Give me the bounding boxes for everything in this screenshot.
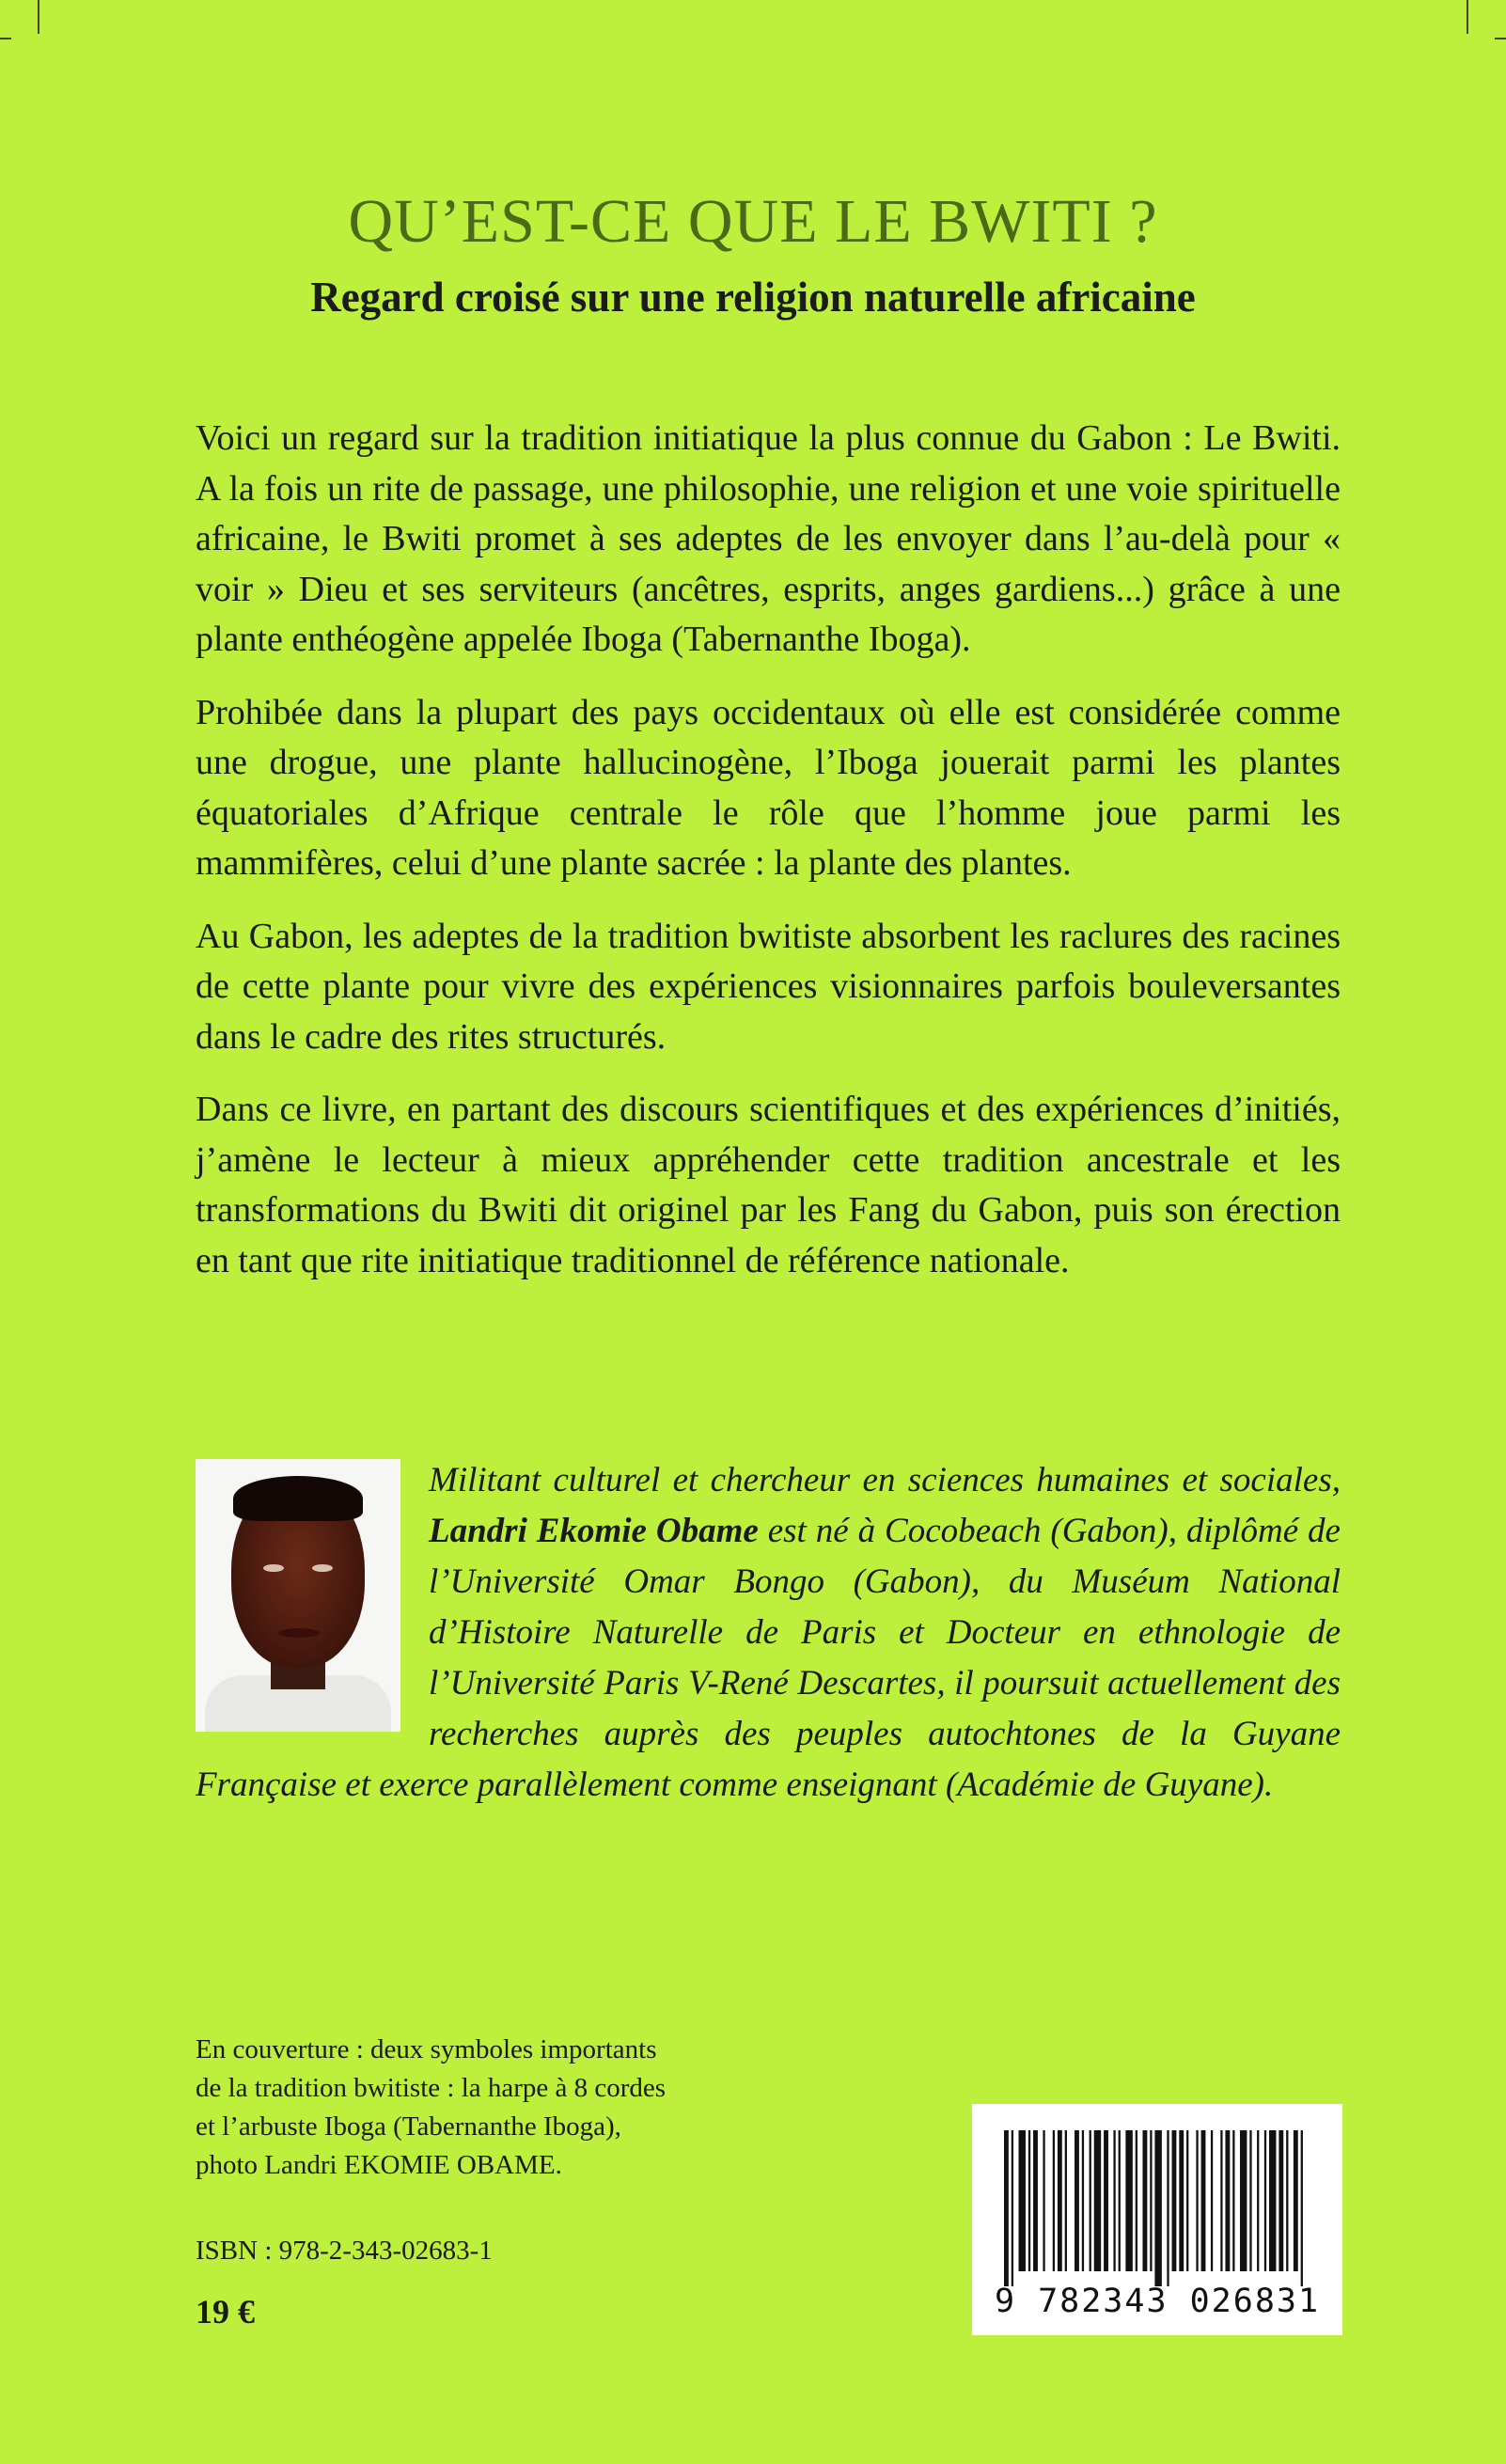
barcode-bar <box>1142 2130 1147 2271</box>
crop-mark-right <box>1495 38 1506 39</box>
barcode-bar <box>1201 2130 1206 2271</box>
barcode-bar <box>1028 2130 1030 2271</box>
barcode-bars <box>1004 2130 1310 2286</box>
crop-mark-top-left <box>38 0 39 34</box>
blurb-paragraph: Au Gabon, les adeptes de la tradition bwitiste absorbent les raclures des racines de cette plante pour vivre des expériences visionnaires parfois bouleversantes dans le cadre des rites structurés. <box>196 916 1341 1057</box>
barcode-bar <box>1090 2130 1091 2271</box>
blurb-paragraph: Prohibée dans la plupart des pays occidentaux où elle est considérée comme une drogue, une plante hallucinogène, l’Iboga jouerait parmi les plantes équatoriales d’Afrique centrale le rôle que l’homme joue parmi les mammifères, celui d’une plante sacrée : la plante des plantes. <box>196 692 1341 883</box>
barcode-bar <box>1225 2130 1230 2271</box>
barcode-bar <box>1154 2130 1161 2286</box>
barcode-bar <box>1075 2130 1079 2271</box>
blurb-paragraph: Dans ce livre, en partant des discours scientifiques et des expériences d’initiés, j’amène le lecteur à mieux appréhender cette tradition ancestrale et les transformations du Bwiti dit originel par les Fang du Gabon, puis son érection en tant que rite initiatique traditionnel de référence nationale. <box>196 1090 1341 1280</box>
barcode-bar <box>1012 2130 1013 2286</box>
barcode-bar <box>1019 2130 1026 2271</box>
book-subtitle: Regard croisé sur une religion naturelle africaine <box>310 274 1196 321</box>
barcode-bar <box>1082 2130 1084 2271</box>
barcode <box>972 2104 1342 2335</box>
barcode-bar <box>1186 2130 1188 2271</box>
barcode-bar <box>1301 2130 1303 2286</box>
credit-line: photo Landri EKOMIE OBAME. <box>196 2150 562 2180</box>
crop-mark-top-right <box>1467 0 1468 34</box>
author-name: Landri Ekomie Obame <box>429 1512 759 1550</box>
author-bio <box>196 1455 1341 1811</box>
barcode-bar <box>1286 2130 1288 2271</box>
barcode-bar <box>1167 2130 1169 2286</box>
barcode-bar <box>1033 2130 1038 2271</box>
barcode-bar <box>1125 2130 1132 2271</box>
barcode-bar <box>1269 2130 1276 2271</box>
blurb <box>196 414 1341 1309</box>
author-bio-intro: Militant culturel et chercheur en sciences humaines et sociales, <box>429 1461 1341 1499</box>
credit-line: de la tradition bwitiste : la harpe à 8 cordes <box>196 2073 667 2103</box>
barcode-bar <box>1094 2130 1101 2271</box>
barcode-digits: 9 782343 026831 <box>994 2283 1321 2320</box>
barcode-bar <box>1043 2130 1044 2271</box>
barcode-bar <box>1257 2130 1259 2271</box>
barcode-bar <box>1136 2130 1137 2271</box>
barcode-bar <box>1294 2130 1298 2271</box>
barcode-bar <box>1279 2130 1283 2271</box>
author-bio-text: est né à Cocobeach (Gabon), diplômé de l’Université Omar Bongo (Gabon), du Muséum National d’Histoire Naturelle de Paris et Docteur en ethnologie de l’Université Paris V-René Descartes, il poursuit actuellement des recherches auprès des peuples autochtones de la Guyane Française et exerce parallèlement comme enseignant (Académie de Guyane). <box>196 1512 1341 1804</box>
barcode-bar <box>1211 2130 1213 2271</box>
barcode-bar <box>1179 2130 1184 2271</box>
barcode-bar <box>1113 2130 1115 2271</box>
barcode-bar <box>1104 2130 1108 2271</box>
barcode-bar <box>1249 2130 1251 2271</box>
cover-credits <box>196 2031 666 2185</box>
barcode-bar <box>1150 2130 1152 2271</box>
crop-mark-left <box>0 38 11 39</box>
book-title: QU’EST-CE QUE LE BWITI ? <box>348 187 1158 256</box>
barcode-bar <box>1058 2130 1062 2271</box>
author-photo <box>196 1459 400 1732</box>
barcode-bar <box>1264 2130 1266 2271</box>
isbn: ISBN : 978-2-343-02683-1 <box>196 2236 493 2266</box>
barcode-bar <box>1196 2130 1198 2271</box>
barcode-bar <box>1053 2130 1055 2271</box>
barcode-bar <box>1220 2130 1222 2271</box>
barcode-bar <box>1172 2130 1177 2271</box>
credit-line: En couverture : deux symboles importants <box>196 2034 657 2064</box>
blurb-paragraph: Voici un regard sur la tradition initiatique la plus connue du Gabon : Le Bwiti. A la fois un rite de passage, une philosophie, une religion et une voie spirituelle africaine, le Bwiti promet à ses adeptes de les envoyer dans l’au-delà pour « voir » Dieu et ses serviteurs (ancêtres, esprits, anges gardiens...) grâce à une plante enthéogène appelée Iboga (Tabernanthe Iboga). <box>196 418 1341 659</box>
barcode-bar <box>1232 2130 1234 2271</box>
barcode-bar <box>1004 2130 1009 2286</box>
barcode-bar <box>1240 2130 1247 2271</box>
barcode-bar <box>1065 2130 1067 2271</box>
barcode-bar <box>1119 2130 1121 2271</box>
price: 19 € <box>196 2293 255 2331</box>
credit-line: et l’arbuste Iboga (Tabernanthe Iboga), <box>196 2111 621 2142</box>
